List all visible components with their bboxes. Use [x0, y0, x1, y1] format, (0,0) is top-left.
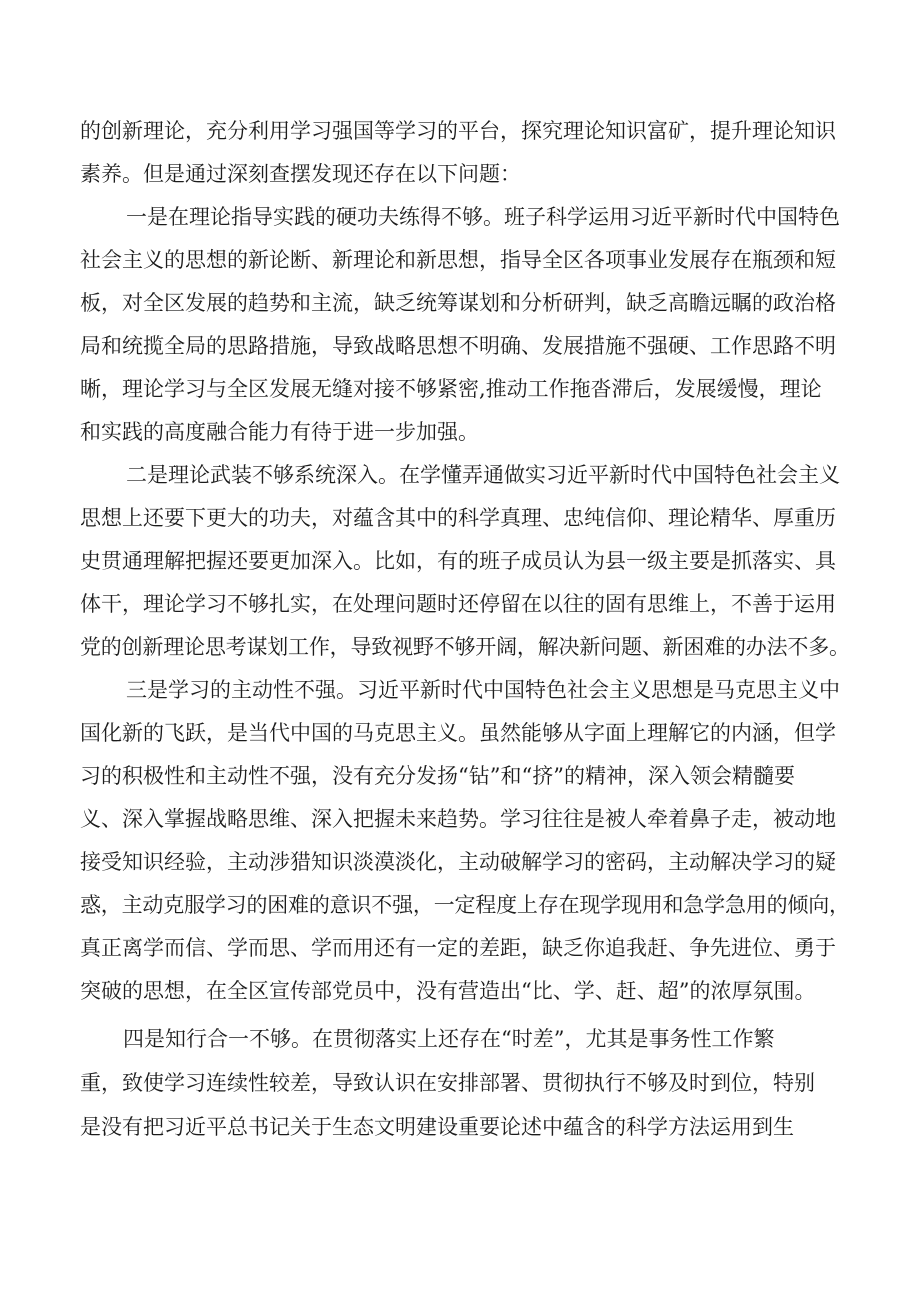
paragraph-4-first-line: 四是知行合一不够。在贯彻落实上还存在“时差”，尤其是事务性工作繁	[123, 1027, 775, 1051]
text-line: 是没有把习近平总书记关于生态文明建设重要论述中蕴含的科学方法运用到生	[80, 1115, 794, 1139]
text-line: 义、深入掌握战略思维、深入把握未来趋势。学习往往是被人牵着鼻子走，被动地	[80, 807, 836, 831]
text-line: 局和统揽全局的思路措施，导致战略思想不明确、发展措施不强硬、工作思路不明	[80, 334, 836, 358]
text-line: 的创新理论，充分利用学习强国等学习的平台，探究理论知识富矿，提升理论知识	[80, 119, 836, 143]
text-line: 体干，理论学习不够扎实，在处理问题时还停留在以往的固有思维上，不善于运用	[80, 592, 836, 616]
paragraph-3-first-line: 三是学习的主动性不强。习近平新时代中国特色社会主义思想是马克思主义中	[126, 678, 840, 702]
text-line: 重，致使学习连续性较差，导致认识在安排部署、贯彻执行不够及时到位，特别	[80, 1071, 815, 1095]
text-line: 晰，理论学习与全区发展无缝对接不够紧密,推动工作拖沓滞后，发展缓慢，理论	[80, 377, 822, 401]
text-line: 国化新的飞跃，是当代中国的马克思主义。虽然能够从字面上理解它的内涵，但学	[80, 721, 836, 745]
text-line: 真正离学而信、学而思、学而用还有一定的差距，缺乏你追我赶、争先进位、勇于	[80, 936, 836, 960]
text-line: 板，对全区发展的趋势和主流，缺乏统筹谋划和分析研判，缺乏高瞻远瞩的政治格	[80, 291, 836, 315]
text-line: 突破的思想，在全区宣传部党员中，没有营造出“比、学、赶、超”的浓厚氛围。	[80, 979, 816, 1003]
text-line: 党的创新理论思考谋划工作，导致视野不够开阔，解决新问题、新困难的办法不多。	[80, 635, 850, 659]
paragraph-2-first-line: 二是理论武装不够系统深入。在学懂弄通做实习近平新时代中国特色社会主义	[126, 463, 840, 487]
text-line: 接受知识经验，主动涉猎知识淡漠淡化，主动破解学习的密码，主动解决学习的疑	[80, 850, 836, 874]
text-line: 史贯通理解把握还要更加深入。比如，有的班子成员认为县一级主要是抓落实、具	[80, 549, 836, 573]
text-line: 素养。但是通过深刻查摆发现还存在以下问题：	[80, 162, 521, 186]
text-line: 惑，主动克服学习的困难的意识不强，一定程度上存在现学现用和急学急用的倾向，	[80, 893, 850, 917]
text-line: 和实践的高度融合能力有待于进一步加强。	[80, 420, 479, 444]
paragraph-1-first-line: 一是在理论指导实践的硬功夫练得不够。班子科学运用习近平新时代中国特色	[126, 205, 840, 229]
text-line: 习的积极性和主动性不强，没有充分发扬“钻”和“挤”的精神，深入领会精髓要	[80, 764, 795, 788]
text-line: 社会主义的思想的新论断、新理论和新思想，指导全区各项事业发展存在瓶颈和短	[80, 248, 836, 272]
text-line: 思想上还要下更大的功夫，对蕴含其中的科学真理、忠纯信仰、理论精华、厚重历	[80, 506, 836, 530]
